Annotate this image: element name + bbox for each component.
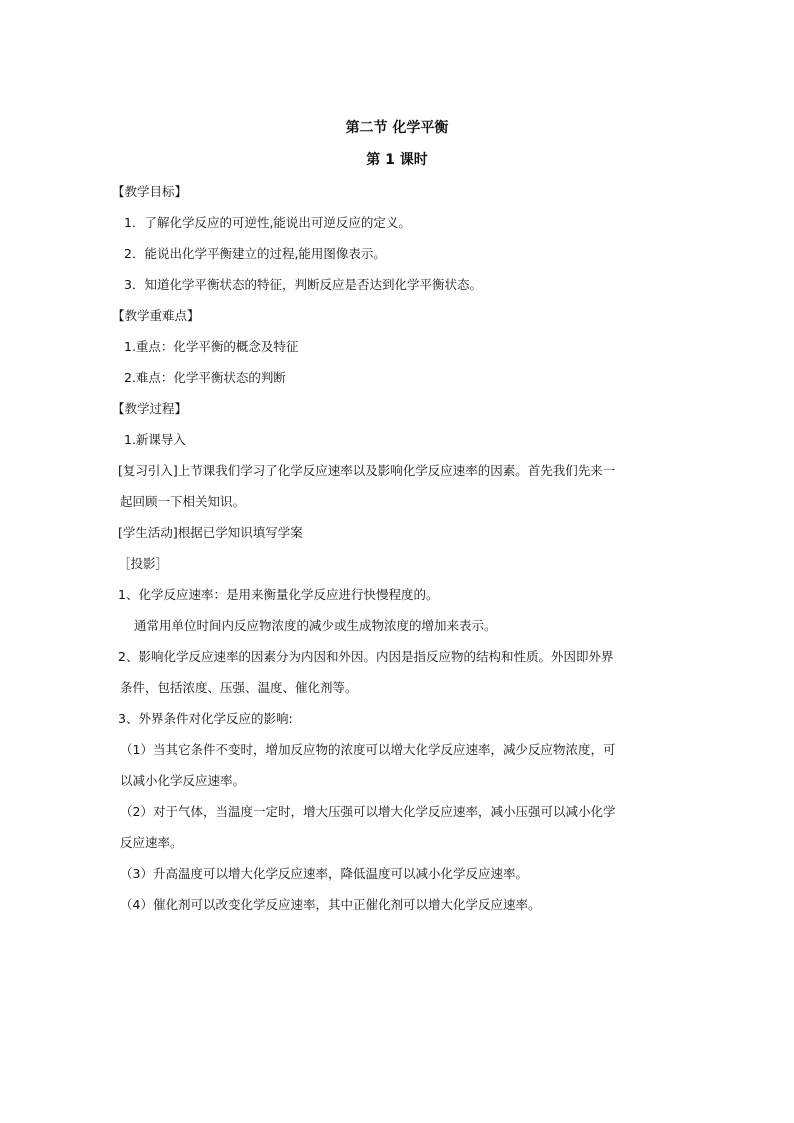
process-line: 3、外界条件对化学反应的影响: bbox=[118, 711, 293, 726]
process-line: [学生活动]根据已学知识填写学案 bbox=[118, 525, 303, 540]
objectives-heading: 【教学目标】 bbox=[112, 184, 188, 199]
process-line: （3）升高温度可以增大化学反应速率，降低温度可以减小化学反应速率。 bbox=[120, 866, 528, 881]
process-line: ［投影］ bbox=[118, 556, 169, 571]
process-line: 通常用单位时间内反应物浓度的减少或生成物浓度的增加来表示。 bbox=[134, 618, 497, 633]
process-line: （4）催化剂可以改变化学反应速率，其中正催化剂可以增大化学反应速率。 bbox=[120, 897, 541, 912]
document-subtitle: 第 1 课时 bbox=[366, 152, 428, 168]
process-line: 条件，包括浓度、压强、温度、催化剂等。 bbox=[120, 680, 358, 695]
process-line: 2、影响化学反应速率的因素分为内因和外因。内因是指反应物的结构和性质。外因即外界 bbox=[118, 649, 614, 664]
objective-item: 2．能说出化学平衡建立的过程,能用图像表示。 bbox=[124, 246, 386, 261]
process-heading: 【教学过程】 bbox=[112, 401, 188, 416]
document-title: 第二节 化学平衡 bbox=[345, 120, 449, 136]
process-line: 以减小化学反应速率。 bbox=[120, 773, 246, 788]
key-points-heading: 【教学重难点】 bbox=[112, 308, 200, 323]
process-line: （1）当其它条件不变时，增加反应物的浓度可以增大化学反应速率，减少反应物浓度，可 bbox=[120, 742, 616, 757]
process-line: 1.新课导入 bbox=[124, 432, 186, 447]
process-line: （2）对于气体，当温度一定时，增大压强可以增大化学反应速率，减小压强可以减小化学 bbox=[120, 804, 616, 819]
key-point-item: 2.难点：化学平衡状态的判断 bbox=[124, 370, 286, 385]
objective-item: 1．了解化学反应的可逆性,能说出可逆反应的定义。 bbox=[124, 215, 411, 230]
objective-item: 3．知道化学平衡状态的特征，判断反应是否达到化学平衡状态。 bbox=[124, 277, 482, 292]
key-point-item: 1.重点：化学平衡的概念及特征 bbox=[124, 339, 299, 354]
process-line: 反应速率。 bbox=[120, 835, 183, 850]
process-line: 起回顾一下相关知识。 bbox=[120, 494, 246, 509]
process-line: [复习引入]上节课我们学习了化学反应速率以及影响化学反应速率的因素。首先我们先来一 bbox=[118, 463, 616, 478]
process-line: 1、化学反应速率：是用来衡量化学反应进行快慢程度的。 bbox=[118, 587, 439, 602]
